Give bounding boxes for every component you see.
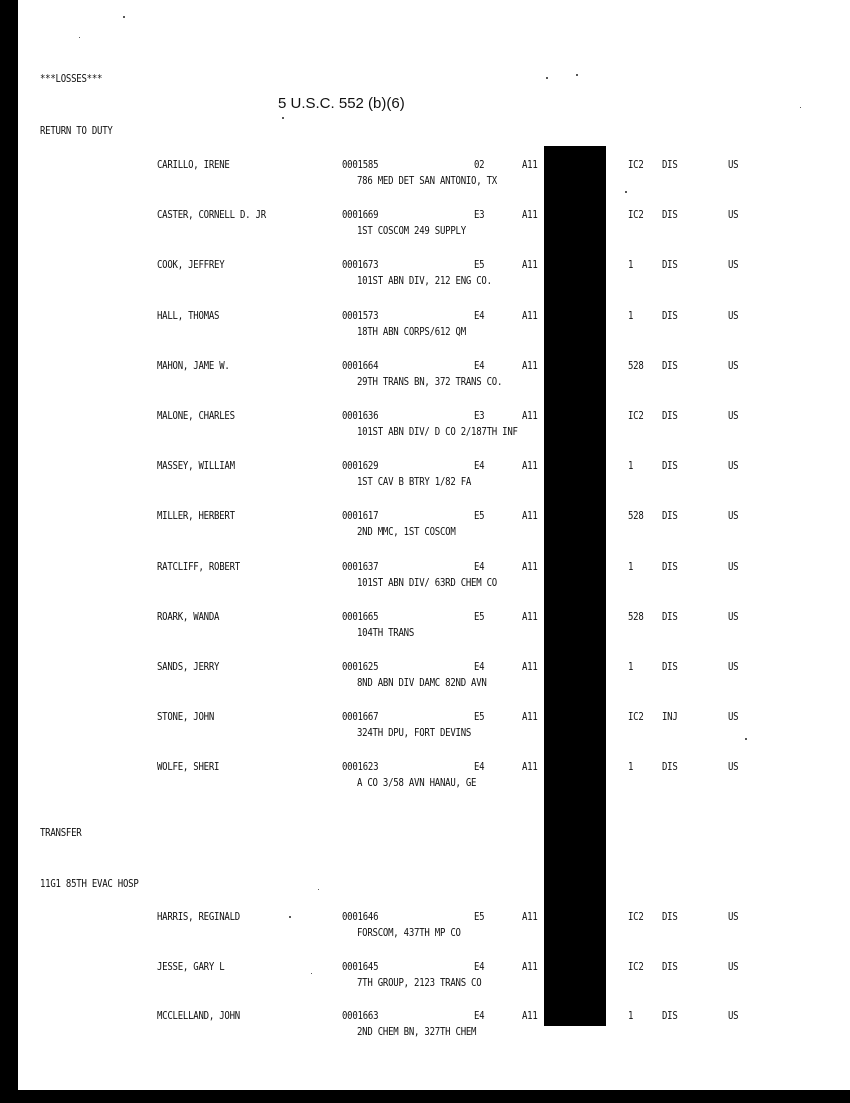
record-grade: E4 bbox=[474, 559, 485, 573]
record-type: DIS bbox=[662, 459, 678, 473]
record-unit: 101ST ABN DIV/ 63RD CHEM CO bbox=[357, 575, 497, 589]
record-row bbox=[0, 560, 850, 600]
record-name: MCCLELLAND, JOHN bbox=[157, 1009, 240, 1022]
section-heading-transfer: TRANSFER bbox=[40, 826, 82, 839]
record-category: 528 bbox=[628, 609, 644, 623]
scan-speck bbox=[282, 117, 284, 119]
scan-speck bbox=[800, 107, 801, 108]
record-category: IC2 bbox=[628, 409, 644, 422]
record-id: 0001673 bbox=[342, 258, 379, 272]
record-unit: 7TH GROUP, 2123 TRANS CO bbox=[357, 975, 482, 989]
record-name: HALL, THOMAS bbox=[157, 308, 220, 322]
record-status: US bbox=[728, 1009, 739, 1022]
record-category: 1 bbox=[628, 559, 634, 573]
record-row bbox=[0, 409, 850, 449]
record-category: 528 bbox=[628, 358, 644, 372]
record-row bbox=[0, 509, 850, 549]
record-code: A11 bbox=[522, 959, 538, 973]
record-type: DIS bbox=[662, 1009, 678, 1022]
record-grade: E5 bbox=[474, 910, 485, 923]
record-category: 1 bbox=[628, 258, 634, 272]
record-code: A11 bbox=[522, 509, 538, 523]
record-id: 0001637 bbox=[342, 559, 379, 573]
record-unit: 786 MED DET SAN ANTONIO, TX bbox=[357, 174, 497, 187]
record-type: DIS bbox=[662, 609, 678, 623]
record-type: DIS bbox=[662, 509, 678, 523]
record-row bbox=[0, 158, 850, 198]
record-status: US bbox=[728, 660, 739, 673]
record-id: 0001585 bbox=[342, 158, 379, 171]
record-code: A11 bbox=[522, 609, 538, 623]
record-category: IC2 bbox=[628, 208, 644, 222]
record-name: RATCLIFF, ROBERT bbox=[157, 559, 240, 573]
record-status: US bbox=[728, 258, 739, 272]
record-grade: E4 bbox=[474, 459, 485, 473]
record-row bbox=[0, 359, 850, 399]
record-id: 0001646 bbox=[342, 910, 379, 923]
record-category: IC2 bbox=[628, 959, 644, 973]
record-category: IC2 bbox=[628, 710, 644, 724]
record-row bbox=[0, 960, 850, 1000]
record-status: US bbox=[728, 158, 739, 171]
record-category: 1 bbox=[628, 308, 634, 322]
record-id: 0001617 bbox=[342, 509, 379, 523]
record-id: 0001669 bbox=[342, 208, 379, 222]
scan-speck bbox=[123, 16, 125, 18]
scan-bottom-edge bbox=[0, 1090, 850, 1103]
record-status: US bbox=[728, 358, 739, 372]
record-status: US bbox=[728, 409, 739, 422]
record-name: ROARK, WANDA bbox=[157, 609, 220, 623]
record-name: CARILLO, IRENE bbox=[157, 158, 230, 171]
record-type: INJ bbox=[662, 710, 678, 724]
record-id: 0001573 bbox=[342, 308, 379, 322]
record-category: IC2 bbox=[628, 910, 644, 923]
record-grade: E3 bbox=[474, 208, 485, 222]
record-type: DIS bbox=[662, 760, 678, 774]
record-status: US bbox=[728, 208, 739, 222]
record-name: JESSE, GARY L bbox=[157, 959, 225, 973]
record-row bbox=[0, 710, 850, 750]
record-row bbox=[0, 459, 850, 499]
record-type: DIS bbox=[662, 910, 678, 923]
record-name: WOLFE, SHERI bbox=[157, 760, 220, 774]
record-status: US bbox=[728, 509, 739, 523]
record-status: US bbox=[728, 609, 739, 623]
record-type: DIS bbox=[662, 959, 678, 973]
record-row bbox=[0, 660, 850, 700]
record-grade: E5 bbox=[474, 258, 485, 272]
record-row bbox=[0, 610, 850, 650]
record-status: US bbox=[728, 760, 739, 774]
record-unit: 101ST ABN DIV/ D CO 2/187TH INF bbox=[357, 425, 518, 438]
record-code: A11 bbox=[522, 459, 538, 473]
record-grade: E4 bbox=[474, 660, 485, 673]
record-name: CASTER, CORNELL D. JR bbox=[157, 208, 266, 222]
record-category: 1 bbox=[628, 760, 634, 774]
record-grade: E5 bbox=[474, 710, 485, 724]
record-status: US bbox=[728, 910, 739, 923]
record-id: 0001625 bbox=[342, 660, 379, 673]
record-unit: 101ST ABN DIV, 212 ENG CO. bbox=[357, 274, 492, 288]
record-category: IC2 bbox=[628, 158, 644, 171]
record-row bbox=[0, 910, 850, 950]
record-code: A11 bbox=[522, 1009, 538, 1022]
record-grade: E4 bbox=[474, 308, 485, 322]
record-name: SANDS, JERRY bbox=[157, 660, 220, 673]
scan-speck bbox=[318, 889, 319, 890]
record-unit: 18TH ABN CORPS/612 QM bbox=[357, 324, 466, 338]
record-unit: 29TH TRANS BN, 372 TRANS CO. bbox=[357, 374, 503, 388]
record-code: A11 bbox=[522, 158, 538, 171]
section-heading-return-to-duty: RETURN TO DUTY bbox=[40, 124, 113, 137]
record-status: US bbox=[728, 959, 739, 973]
record-name: MALONE, CHARLES bbox=[157, 409, 235, 422]
exemption-citation: 5 U.S.C. 552 (b)(6) bbox=[278, 95, 405, 112]
record-unit: 324TH DPU, FORT DEVINS bbox=[357, 726, 472, 740]
record-grade: E4 bbox=[474, 1009, 485, 1022]
record-grade: E4 bbox=[474, 358, 485, 372]
record-row bbox=[0, 309, 850, 349]
record-grade: E5 bbox=[474, 609, 485, 623]
record-code: A11 bbox=[522, 710, 538, 724]
document-title: ***LOSSES*** bbox=[40, 72, 103, 85]
record-id: 0001623 bbox=[342, 760, 379, 774]
record-id: 0001663 bbox=[342, 1009, 379, 1022]
record-type: DIS bbox=[662, 409, 678, 422]
record-id: 0001629 bbox=[342, 459, 379, 473]
record-unit: 104TH TRANS bbox=[357, 625, 415, 639]
record-unit: 8ND ABN DIV DAMC 82ND AVN bbox=[357, 676, 487, 689]
record-name: MASSEY, WILLIAM bbox=[157, 459, 235, 473]
redaction-bar bbox=[544, 146, 606, 1026]
record-unit: A CO 3/58 AVN HANAU, GE bbox=[357, 776, 477, 790]
record-code: A11 bbox=[522, 559, 538, 573]
record-name: STONE, JOHN bbox=[157, 710, 215, 724]
scan-speck bbox=[576, 74, 578, 76]
record-type: DIS bbox=[662, 358, 678, 372]
record-name: HARRIS, REGINALD bbox=[157, 910, 240, 923]
record-row bbox=[0, 1009, 850, 1049]
record-status: US bbox=[728, 710, 739, 724]
scan-speck bbox=[79, 37, 80, 38]
record-type: DIS bbox=[662, 258, 678, 272]
record-id: 0001636 bbox=[342, 409, 379, 422]
record-unit: 2ND MMC, 1ST COSCOM bbox=[357, 525, 456, 539]
record-code: A11 bbox=[522, 258, 538, 272]
record-code: A11 bbox=[522, 208, 538, 222]
record-unit: 1ST COSCOM 249 SUPPLY bbox=[357, 224, 466, 238]
record-name: MAHON, JAME W. bbox=[157, 358, 230, 372]
record-status: US bbox=[728, 559, 739, 573]
record-grade: 02 bbox=[474, 158, 485, 171]
record-category: 1 bbox=[628, 660, 634, 673]
record-code: A11 bbox=[522, 660, 538, 673]
record-unit: 2ND CHEM BN, 327TH CHEM bbox=[357, 1025, 477, 1038]
record-grade: E3 bbox=[474, 409, 485, 422]
record-row bbox=[0, 208, 850, 248]
record-type: DIS bbox=[662, 308, 678, 322]
record-grade: E4 bbox=[474, 760, 485, 774]
record-type: DIS bbox=[662, 208, 678, 222]
record-category: 528 bbox=[628, 509, 644, 523]
record-code: A11 bbox=[522, 358, 538, 372]
record-code: A11 bbox=[522, 760, 538, 774]
record-id: 0001667 bbox=[342, 710, 379, 724]
record-id: 0001665 bbox=[342, 609, 379, 623]
record-unit: 1ST CAV B BTRY 1/82 FA bbox=[357, 475, 472, 489]
record-unit: FORSCOM, 437TH MP CO bbox=[357, 926, 461, 939]
scan-speck bbox=[546, 77, 548, 79]
record-status: US bbox=[728, 459, 739, 473]
record-code: A11 bbox=[522, 910, 538, 923]
record-id: 0001664 bbox=[342, 358, 379, 372]
record-status: US bbox=[728, 308, 739, 322]
record-code: A11 bbox=[522, 308, 538, 322]
record-row bbox=[0, 258, 850, 298]
record-category: 1 bbox=[628, 1009, 634, 1022]
record-grade: E4 bbox=[474, 959, 485, 973]
record-type: DIS bbox=[662, 660, 678, 673]
record-row bbox=[0, 760, 850, 800]
record-code: A11 bbox=[522, 409, 538, 422]
record-id: 0001645 bbox=[342, 959, 379, 973]
record-name: MILLER, HERBERT bbox=[157, 509, 235, 523]
record-type: DIS bbox=[662, 158, 678, 171]
record-type: DIS bbox=[662, 559, 678, 573]
record-category: 1 bbox=[628, 459, 634, 473]
transfer-unit-heading: 11G1 85TH EVAC HOSP bbox=[40, 877, 139, 890]
record-grade: E5 bbox=[474, 509, 485, 523]
record-name: COOK, JEFFREY bbox=[157, 258, 225, 272]
